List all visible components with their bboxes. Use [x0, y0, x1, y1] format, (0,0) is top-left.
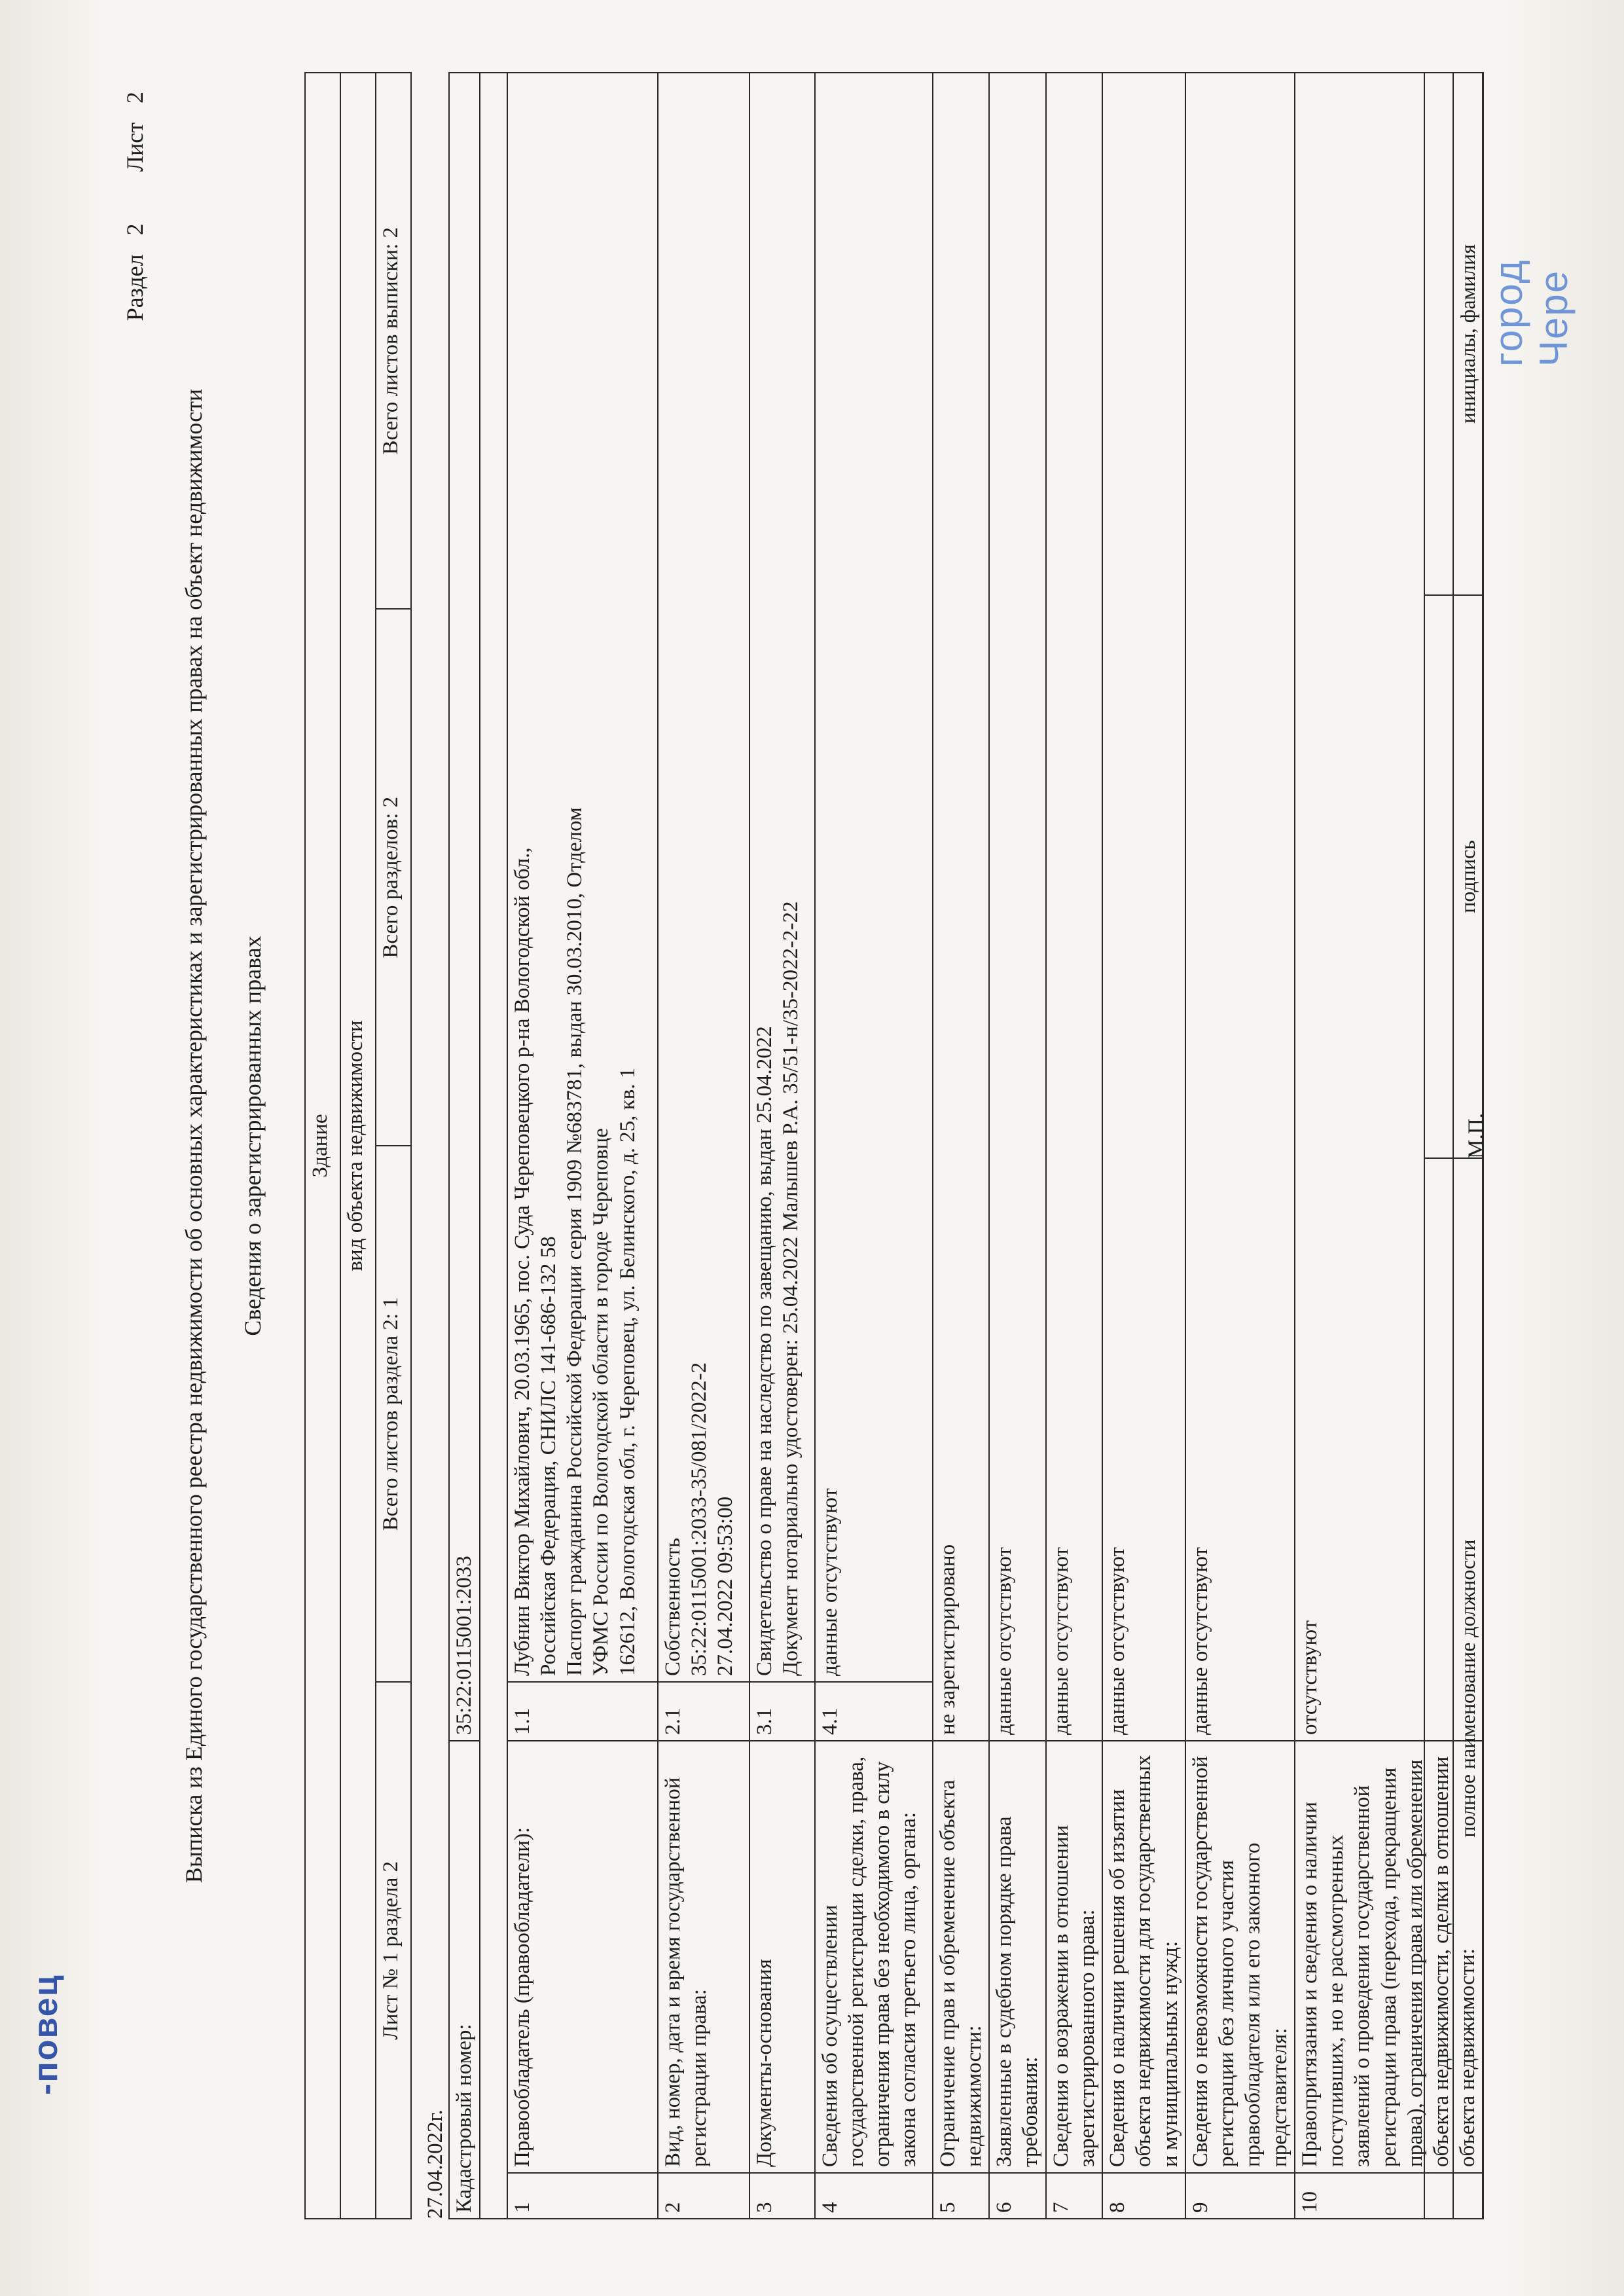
row-label: Сведения о невозможности государственной регистрации без личного участия правообладателя или его законного представителя:: [1185, 1741, 1295, 2173]
row-subnumber: 2.1: [658, 1682, 749, 1741]
row-label: Заявленные в судебном порядке права требования:: [989, 1741, 1046, 2173]
row-number: 3: [749, 2173, 815, 2219]
signature-sign-caption: подпись: [1453, 595, 1483, 1158]
date: 27.04.2022г.: [424, 2109, 447, 2219]
row-label: Вид, номер, дата и время государственной регистрации права:: [658, 1741, 749, 2173]
object-header-table: [304, 72, 412, 2219]
row-subnumber: 4.1: [815, 1682, 933, 1741]
row-number: 10: [1295, 2173, 1483, 2219]
signature-position-caption: полное наименование должности: [1453, 1158, 1483, 2219]
row-label: Ограничение прав и обременение объекта недвижимости:: [933, 1741, 990, 2173]
sheets-in-section: Всего листов раздела 2: 1: [376, 1146, 411, 1683]
row-label: Сведения о наличии решения об изъятии объекта недвижимости для государственных и муниципальных нужд:: [1102, 1741, 1185, 2173]
cadastral-value: 35:22:0115001:2033: [449, 73, 479, 1741]
stamp-fragment-city: город Черe: [1487, 259, 1576, 367]
rights-table: [422, 72, 1484, 2219]
row-value: отсутствуют: [1295, 73, 1483, 1741]
row-label: Документы-основания: [749, 1741, 815, 2173]
row-number: 2: [658, 2173, 749, 2219]
sheet-number: Лист № 1 раздела 2: [376, 1683, 411, 2219]
cadastral-label: Кадастровый номер:: [449, 1741, 479, 2219]
signature-blank-name: [1424, 73, 1453, 595]
row-value: данные отсутствуют: [1185, 73, 1295, 1741]
row-value: не зарегистрировано: [933, 73, 990, 1741]
row-subnumber: 3.1: [749, 1682, 815, 1741]
section-label: Раздел 2: [122, 223, 148, 321]
row-value: данные отсутствуют: [989, 73, 1046, 1741]
signature-blank-position: [1424, 1158, 1453, 2219]
signature-name-caption: инициалы, фамилия: [1453, 73, 1483, 595]
rotated-document-page: [121, 52, 1515, 2219]
spacer-row: [480, 73, 507, 2219]
row-number: 6: [989, 2173, 1046, 2219]
row-value: Лубнин Виктор Михайлович, 20.03.1965, пос. Суда Череповецкого р-на Вологодской обл., Российская Федерация, СНИЛС 141-686-132 58 Паспорт гражданина Российской Федерации серия 1909 №683781, выдан 30.03.2010, Отделом УФМС России по Вологодской области в городе Череповце 162612, Вологодская обл, г. Череповец, ул. Белинского, д. 25, кв. 1: [507, 73, 658, 1682]
row-label: Сведения о возражении в отношении зарегистрированного права:: [1046, 1741, 1103, 2173]
stamp-fragment: -повец: [27, 1974, 65, 2095]
row-number: 7: [1046, 2173, 1103, 2219]
seal-placeholder: М.П.: [1464, 1113, 1488, 1159]
row-value: Свидетельство о праве на наследство по завещанию, выдан 25.04.2022 Документ нотариально удостоверен: 25.04.2022 Малышев Р.А. 35/51-н/35-2022-2-22: [749, 73, 815, 1682]
signature-blank-sign: [1424, 595, 1453, 1158]
row-number: 5: [933, 2173, 990, 2219]
row-number: 4: [815, 2173, 933, 2219]
row-value: данные отсутствуют: [1046, 73, 1103, 1741]
row-label: Правопритязания и сведения о наличии поступивших, но не рассмотренных заявлений о проведении государственной регистрации права (перехода, прекращения права), ограничения права или обременения объекта недвижимости, сделки в отношении объекта недвижимости:: [1295, 1741, 1483, 2173]
section-sheet-header: [121, 92, 150, 354]
row-label: Правообладатель (правообладатели):: [507, 1741, 658, 2173]
row-number: 9: [1185, 2173, 1295, 2219]
document-subtitle: Сведения о зарегистрированных правах: [240, 936, 266, 1336]
row-value: Собственность 35:22:0115001:2033-35/081/2022-2 27.04.2022 09:53:00: [658, 73, 749, 1682]
object-type: Здание: [305, 73, 340, 2219]
row-value: данные отсутствуют: [815, 73, 933, 1682]
row-subnumber: 1.1: [507, 1682, 658, 1741]
sheets-total: Всего листов выписки: 2: [376, 73, 411, 610]
object-type-caption: вид объекта недвижимости: [340, 73, 376, 2219]
sections-total: Всего разделов: 2: [376, 610, 411, 1146]
row-number: 8: [1102, 2173, 1185, 2219]
document-title: Выписка из Единого государственного реестра недвижимости об основных характеристиках и зарегистрированных правах на объект недвижимости: [181, 388, 207, 1884]
row-label: Сведения об осуществлении государственной регистрации сделки, права, ограничения права без необходимого в силу закона согласия третьего лица, органа:: [815, 1741, 933, 2173]
sheet-label: Лист 2: [122, 92, 148, 172]
row-number: 1: [507, 2173, 658, 2219]
row-value: данные отсутствуют: [1102, 73, 1185, 1741]
